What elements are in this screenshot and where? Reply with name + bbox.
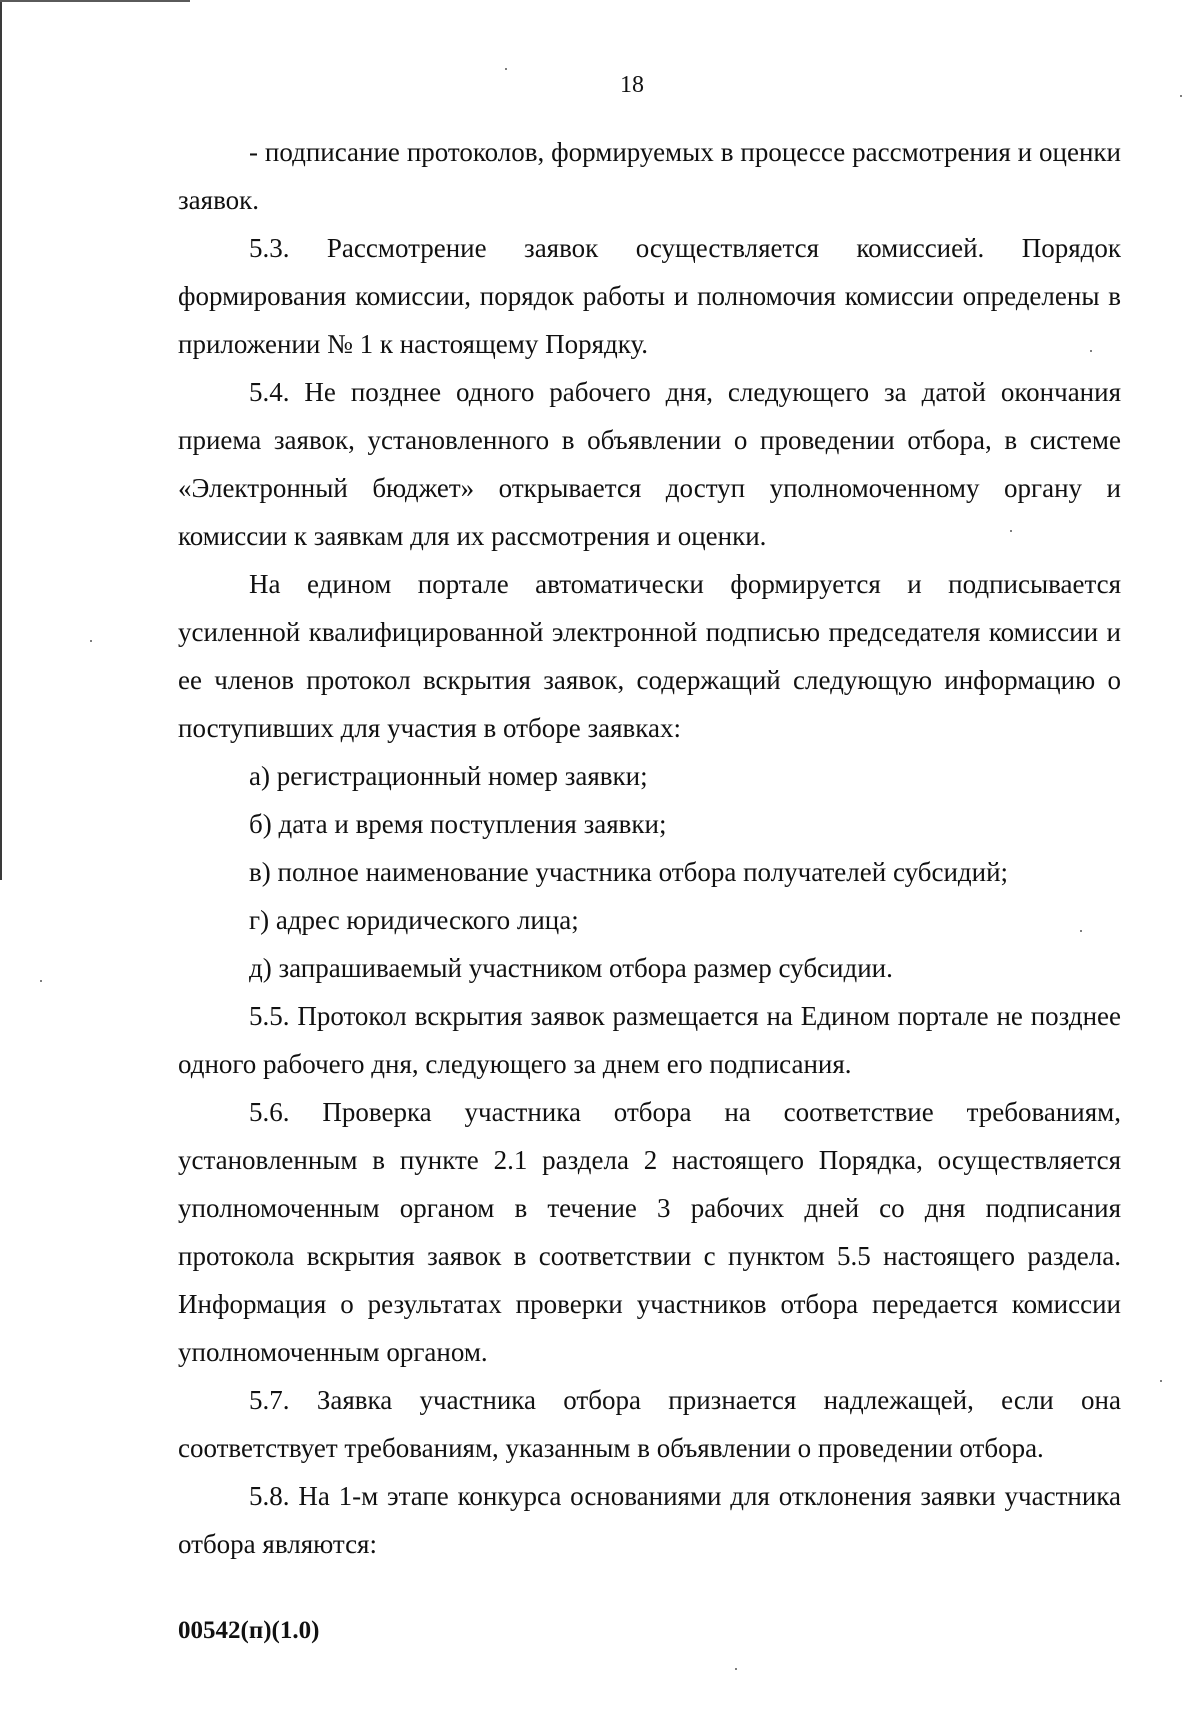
scan-speck [1180, 95, 1182, 97]
paragraph-5-8: 5.8. На 1-м этапе конкурса основаниями для отклонения заявки участника отбора являются: [178, 1481, 1121, 1559]
scan-speck [40, 980, 42, 982]
scan-speck [1080, 930, 1082, 932]
paragraph-signing: - подписание протоколов, формируемых в процессе рассмотрения и оценки заявок. [178, 137, 1121, 215]
paragraph-5-3: 5.3. Рассмотрение заявок осуществляется комиссией. Порядок формирования комиссии, порядок работы и полномочия комиссии определены в приложении № 1 к настоящему Порядку. [178, 233, 1121, 359]
list-item-g: г) адрес юридического лица; [249, 905, 579, 935]
list-item-d: д) запрашиваемый участником отбора размер субсидии. [249, 953, 893, 983]
scan-speck [505, 68, 507, 70]
paragraph-5-4: 5.4. Не позднее одного рабочего дня, следующего за датой окончания приема заявок, установленного в объявлении о проведении отбора, в системе «Электронный бюджет» открывается доступ уполномоченному органу и комиссии к заявкам для их рассмотрения и оценки. [178, 377, 1121, 551]
document-code: 00542(п)(1.0) [178, 1617, 320, 1644]
list-item-b: б) дата и время поступления заявки; [249, 809, 667, 839]
scan-top-line [0, 0, 190, 2]
list-item-a: а) регистрационный номер заявки; [249, 761, 648, 791]
scan-speck [735, 1668, 737, 1670]
page-number: 18 [620, 72, 644, 98]
paragraph-5-6: 5.6. Проверка участника отбора на соответствие требованиям, установленным в пункте 2.1 раздела 2 настоящего Порядка, осуществляется уполномоченным органом в течение 3 рабочих дней со дня подписания протокола вскрытия заявок в соответствии с пунктом 5.5 настоящего раздела. Информация о результатах проверки участников отбора передается комиссии уполномоченным органом. [178, 1097, 1121, 1367]
scan-speck [1160, 1380, 1162, 1382]
paragraph-5-7: 5.7. Заявка участника отбора признается надлежащей, если она соответствует требованиям, указанным в объявлении о проведении отбора. [178, 1385, 1121, 1463]
scan-speck [1090, 350, 1092, 352]
paragraph-portal-protocol: На едином портале автоматически формируется и подписывается усиленной квалифицированной электронной подписью председателя комиссии и ее членов протокол вскрытия заявок, содержащий следующую информацию о поступивших для участия в отборе заявках: [178, 569, 1121, 743]
paragraph-5-5: 5.5. Протокол вскрытия заявок размещается на Едином портале не позднее одного рабочего дня, следующего за днем его подписания. [178, 1001, 1121, 1079]
document-body [178, 128, 1121, 1568]
list-item-v: в) полное наименование участника отбора получателей субсидий; [249, 857, 1009, 887]
scan-speck [90, 640, 92, 642]
scan-edge-line [0, 0, 2, 880]
scan-speck [1010, 530, 1012, 532]
